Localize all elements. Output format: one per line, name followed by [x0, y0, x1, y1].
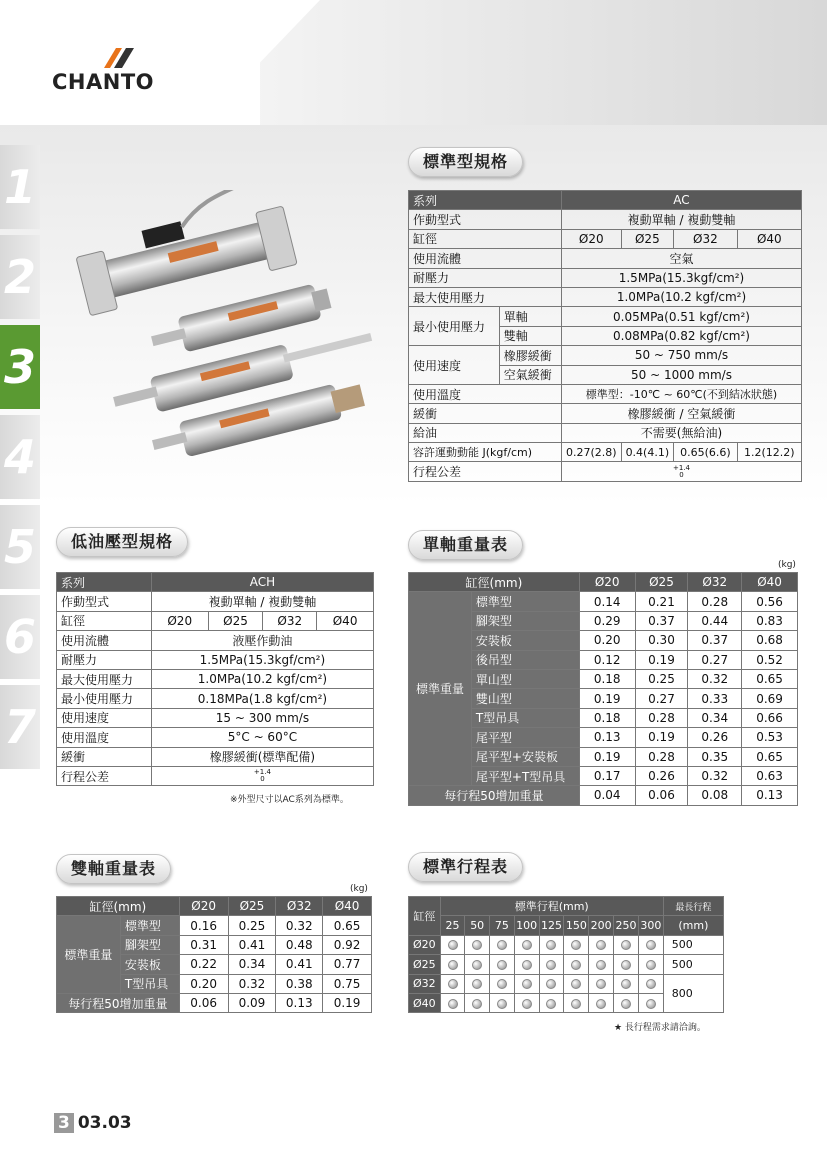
- stroke-value: 200: [589, 916, 614, 935]
- row-name: 安裝板: [120, 955, 179, 974]
- tolerance-value: [151, 766, 373, 785]
- bore-cell: Ø20: [561, 229, 621, 248]
- row-value: 50 ~ 750 mm/s: [561, 346, 801, 365]
- header-cell: Ø40: [323, 897, 372, 916]
- header-cell: 缸徑(mm): [409, 573, 580, 592]
- header-cell: Ø40: [742, 573, 798, 592]
- cell: 0.37: [635, 611, 688, 630]
- row-label: 緩衝: [409, 404, 562, 423]
- available-dot-icon: [522, 979, 532, 989]
- cell: 0.32: [688, 669, 742, 688]
- bore-label: Ø25: [409, 955, 441, 974]
- available-dot-icon: [646, 940, 656, 950]
- stroke-value: 250: [614, 916, 639, 935]
- row-name: 單山型: [471, 669, 579, 688]
- chapter-number: 3: [54, 1113, 74, 1133]
- cell: 0.63: [742, 766, 798, 785]
- row-value: 0.05MPa(0.51 kgf/cm²): [561, 307, 801, 326]
- table-row: [409, 974, 724, 993]
- group-label: 標準重量: [409, 592, 472, 786]
- cell: 0.17: [579, 766, 635, 785]
- row-label: 行程公差: [409, 462, 562, 481]
- row-label: 使用流體: [57, 631, 152, 650]
- header-cell: Ø25: [228, 897, 276, 916]
- max-stroke: 500: [663, 935, 723, 954]
- chapter-tab-5[interactable]: 5: [0, 505, 40, 589]
- max-stroke: 500: [663, 955, 723, 974]
- tol-upper: +1.4: [253, 768, 271, 777]
- row-name: 腳架型: [471, 611, 579, 630]
- cell: 0.26: [635, 766, 688, 785]
- single-weight-title: 單軸重量表: [408, 530, 523, 560]
- row-value: 複動單軸 / 複動雙軸: [151, 592, 373, 611]
- row-name: 每行程50增加重量: [409, 786, 580, 805]
- cell: 0.34: [228, 955, 276, 974]
- bore-cell: Ø40: [737, 229, 801, 248]
- cell: 0.04: [579, 786, 635, 805]
- stroke-value: 300: [638, 916, 663, 935]
- available-dot-icon: [448, 999, 458, 1009]
- chapter-tab-2[interactable]: 2: [0, 235, 40, 319]
- page-code: 03.03: [77, 1113, 132, 1133]
- bore-cell: Ø40: [317, 611, 374, 630]
- row-label: 作動型式: [57, 592, 152, 611]
- row-name: 標準型: [120, 916, 179, 935]
- cell: 0.35: [688, 747, 742, 766]
- cell: 0.56: [742, 592, 798, 611]
- row-value: 橡膠緩衝(標準配備): [151, 747, 373, 766]
- row-name: 雙山型: [471, 689, 579, 708]
- bore-cell: Ø20: [151, 611, 208, 630]
- available-dot-icon: [646, 999, 656, 1009]
- cell: 0.44: [688, 611, 742, 630]
- available-dot-icon: [571, 999, 581, 1009]
- header-cell: Ø20: [179, 897, 228, 916]
- header-cell: 缸徑(mm): [57, 897, 180, 916]
- max-header: 最長行程: [663, 897, 723, 916]
- cell: 0.92: [323, 935, 372, 954]
- row-label: 最小使用壓力: [409, 307, 500, 346]
- available-dot-icon: [621, 999, 631, 1009]
- sub-label: 橡膠緩衝: [499, 346, 561, 365]
- header-cell: Ø32: [688, 573, 742, 592]
- double-weight-unit: (kg): [350, 884, 368, 894]
- chapter-tab-3[interactable]: 3: [0, 325, 40, 409]
- available-dot-icon: [522, 960, 532, 970]
- row-value: 0.08MPa(0.82 kgf/cm²): [561, 326, 801, 345]
- max-stroke: 800: [663, 974, 723, 1013]
- row-value: 不需要(無給油): [561, 423, 801, 442]
- available-dot-icon: [448, 979, 458, 989]
- row-label: 容許運動動能 J(kgf/cm): [409, 443, 562, 462]
- available-dot-icon: [497, 940, 507, 950]
- standard-spec-title: 標準型規格: [408, 147, 523, 177]
- table-row: [409, 935, 724, 954]
- row-label: 緩衝: [57, 747, 152, 766]
- row-label: 耐壓力: [57, 650, 152, 669]
- cell: 0.09: [228, 993, 276, 1012]
- cell: 0.66: [742, 708, 798, 727]
- row-label: 使用流體: [409, 249, 562, 268]
- available-dot-icon: [472, 979, 482, 989]
- cell: 0.12: [579, 650, 635, 669]
- cell: 0.19: [323, 993, 372, 1012]
- energy-cell: 0.65(6.6): [674, 443, 737, 462]
- row-name: 每行程50增加重量: [57, 993, 180, 1012]
- energy-cell: 1.2(12.2): [737, 443, 801, 462]
- chapter-tab-1[interactable]: 1: [0, 145, 40, 229]
- stroke-value: 25: [440, 916, 465, 935]
- bore-cell: Ø25: [208, 611, 263, 630]
- single-weight-body: [409, 592, 798, 805]
- bore-label: Ø32: [409, 974, 441, 993]
- cell: 0.34: [688, 708, 742, 727]
- cell: 0.20: [179, 974, 228, 993]
- available-dot-icon: [646, 979, 656, 989]
- cell: 0.31: [179, 935, 228, 954]
- row-value: 15 ~ 300 mm/s: [151, 708, 373, 727]
- cell: 0.20: [579, 631, 635, 650]
- row-value: 1.0MPa(10.2 kgf/cm²): [151, 669, 373, 688]
- stroke-value: 100: [514, 916, 539, 935]
- cell: 0.75: [323, 974, 372, 993]
- available-dot-icon: [472, 940, 482, 950]
- header-cell: 系列: [57, 573, 152, 592]
- available-dot-icon: [546, 940, 556, 950]
- row-label: 缸徑: [57, 611, 152, 630]
- table-row: [57, 993, 372, 1012]
- available-dot-icon: [472, 999, 482, 1009]
- stroke-value: 150: [564, 916, 589, 935]
- available-dot-icon: [546, 979, 556, 989]
- cell: 0.18: [579, 708, 635, 727]
- row-value: 複動單軸 / 複動雙軸: [561, 210, 801, 229]
- header-cell: Ø20: [579, 573, 635, 592]
- energy-cell: 0.27(2.8): [561, 443, 621, 462]
- cell: 0.30: [635, 631, 688, 650]
- available-dot-icon: [571, 960, 581, 970]
- available-dot-icon: [596, 999, 606, 1009]
- row-name: 後吊型: [471, 650, 579, 669]
- row-name: 尾平型: [471, 728, 579, 747]
- available-dot-icon: [571, 940, 581, 950]
- row-label: 最大使用壓力: [409, 287, 562, 306]
- table-row: [409, 955, 724, 974]
- cell: 0.48: [276, 935, 323, 954]
- cell: 0.69: [742, 689, 798, 708]
- cell: 0.32: [276, 916, 323, 935]
- sub-label: 雙軸: [499, 326, 561, 345]
- energy-cell: 0.4(4.1): [621, 443, 674, 462]
- row-name: 腳架型: [120, 935, 179, 954]
- available-dot-icon: [646, 960, 656, 970]
- bore-cell: Ø25: [621, 229, 674, 248]
- tol-lower: 0: [260, 775, 265, 784]
- cell: 0.28: [635, 708, 688, 727]
- available-dot-icon: [448, 960, 458, 970]
- row-value: 0.18MPa(1.8 kgf/cm²): [151, 689, 373, 708]
- cell: 0.68: [742, 631, 798, 650]
- stroke-table: [408, 896, 724, 1013]
- row-label: 行程公差: [57, 766, 152, 785]
- group-label: 標準重量: [57, 916, 121, 994]
- cell: 0.25: [228, 916, 276, 935]
- low-oil-spec-title: 低油壓型規格: [56, 527, 188, 557]
- cell: 0.28: [635, 747, 688, 766]
- cell: 0.19: [579, 747, 635, 766]
- cylinder-product-photo: [70, 190, 400, 460]
- table-row: [57, 916, 372, 935]
- available-dot-icon: [497, 979, 507, 989]
- cell: 0.27: [635, 689, 688, 708]
- row-value: 標準型：-10℃ ~ 60℃(不到結冰狀態): [561, 384, 801, 403]
- stroke-value: 50: [465, 916, 490, 935]
- cell: 0.41: [276, 955, 323, 974]
- cell: 0.32: [688, 766, 742, 785]
- cell: 0.26: [688, 728, 742, 747]
- cell: 0.65: [323, 916, 372, 935]
- row-value: 5°C ~ 60°C: [151, 728, 373, 747]
- available-dot-icon: [522, 940, 532, 950]
- cell: 0.32: [228, 974, 276, 993]
- double-weight-table: [56, 896, 372, 1013]
- row-label: 耐壓力: [409, 268, 562, 287]
- available-dot-icon: [546, 999, 556, 1009]
- bore-cell: Ø32: [263, 611, 317, 630]
- row-value: 液壓作動油: [151, 631, 373, 650]
- available-dot-icon: [497, 960, 507, 970]
- cell: 0.22: [179, 955, 228, 974]
- row-name: 尾平型+安裝板: [471, 747, 579, 766]
- available-dot-icon: [621, 940, 631, 950]
- row-name: T型吊具: [120, 974, 179, 993]
- row-label: 最大使用壓力: [57, 669, 152, 688]
- cell: 0.06: [179, 993, 228, 1012]
- chapter-tab-7[interactable]: 7: [0, 685, 40, 769]
- brand-name: CHANTO: [52, 70, 154, 94]
- cell: 0.13: [276, 993, 323, 1012]
- available-dot-icon: [546, 960, 556, 970]
- bore-label: Ø20: [409, 935, 441, 954]
- row-label: 使用溫度: [57, 728, 152, 747]
- stroke-table-title: 標準行程表: [408, 852, 523, 882]
- single-weight-table: [408, 572, 798, 806]
- cell: 0.52: [742, 650, 798, 669]
- cell: 0.27: [688, 650, 742, 669]
- row-value: 橡膠緩衝 / 空氣緩衝: [561, 404, 801, 423]
- row-name: T型吊具: [471, 708, 579, 727]
- bore-cell: Ø32: [674, 229, 737, 248]
- row-name: 標準型: [471, 592, 579, 611]
- row-value: 1.5MPa(15.3kgf/cm²): [151, 650, 373, 669]
- cell: 0.19: [635, 728, 688, 747]
- cell: 0.83: [742, 611, 798, 630]
- stroke-value: 75: [490, 916, 515, 935]
- bore-label: Ø40: [409, 993, 441, 1012]
- available-dot-icon: [497, 999, 507, 1009]
- stroke-note: ★ 長行程需求請洽詢。: [614, 1023, 706, 1033]
- available-dot-icon: [522, 999, 532, 1009]
- cell: 0.29: [579, 611, 635, 630]
- cell: 0.53: [742, 728, 798, 747]
- tolerance-value: [561, 462, 801, 481]
- chapter-tab-6[interactable]: 6: [0, 595, 40, 679]
- cell: 0.13: [742, 786, 798, 805]
- single-weight-unit: (kg): [778, 560, 796, 570]
- available-dot-icon: [621, 960, 631, 970]
- header-cell: ACH: [151, 573, 373, 592]
- stroke-header: 標準行程(mm): [440, 897, 663, 916]
- table-row: [409, 786, 798, 805]
- row-name: 尾平型+T型吊具: [471, 766, 579, 785]
- row-label: 使用速度: [57, 708, 152, 727]
- cell: 0.77: [323, 955, 372, 974]
- max-unit: (mm): [663, 916, 723, 935]
- double-weight-title: 雙軸重量表: [56, 854, 171, 884]
- cell: 0.14: [579, 592, 635, 611]
- available-dot-icon: [472, 960, 482, 970]
- row-label: 最小使用壓力: [57, 689, 152, 708]
- table-row: [409, 592, 798, 611]
- logo-mark-icon: [96, 44, 136, 70]
- header-cell: Ø25: [635, 573, 688, 592]
- cell: 0.13: [579, 728, 635, 747]
- cell: 0.19: [579, 689, 635, 708]
- cell: 0.18: [579, 669, 635, 688]
- available-dot-icon: [596, 940, 606, 950]
- row-value: 50 ~ 1000 mm/s: [561, 365, 801, 384]
- row-label: 作動型式: [409, 210, 562, 229]
- sub-label: 單軸: [499, 307, 561, 326]
- low-oil-note: ※外型尺寸以AC系列為標準。: [230, 795, 349, 805]
- header-cell: AC: [561, 191, 801, 210]
- cell: 0.41: [228, 935, 276, 954]
- cell: 0.16: [179, 916, 228, 935]
- cell: 0.38: [276, 974, 323, 993]
- row-label: 缸徑: [409, 229, 562, 248]
- available-dot-icon: [596, 960, 606, 970]
- header-cell: Ø32: [276, 897, 323, 916]
- row-value: 空氣: [561, 249, 801, 268]
- row-value: 1.0MPa(10.2 kgf/cm²): [561, 287, 801, 306]
- cell: 0.25: [635, 669, 688, 688]
- stroke-value: 125: [539, 916, 564, 935]
- low-oil-spec-table: [56, 572, 374, 786]
- cell: 0.19: [635, 650, 688, 669]
- page-number: [54, 1113, 132, 1133]
- available-dot-icon: [621, 979, 631, 989]
- cell: 0.65: [742, 747, 798, 766]
- available-dot-icon: [596, 979, 606, 989]
- cell: 0.06: [635, 786, 688, 805]
- cell: 0.08: [688, 786, 742, 805]
- standard-spec-table: [408, 190, 802, 482]
- cell: 0.37: [688, 631, 742, 650]
- row-label: 使用速度: [409, 346, 500, 385]
- available-dot-icon: [571, 979, 581, 989]
- row-label: 使用溫度: [409, 384, 562, 403]
- header-cell: 系列: [409, 191, 562, 210]
- cell: 0.33: [688, 689, 742, 708]
- cell: 0.65: [742, 669, 798, 688]
- tol-upper: +1.4: [672, 463, 690, 472]
- row-label: 給油: [409, 423, 562, 442]
- brand-logo: [52, 44, 182, 104]
- chapter-tab-4[interactable]: 4: [0, 415, 40, 499]
- bore-header: 缸徑: [409, 897, 441, 936]
- header-diagonal: [200, 0, 320, 125]
- row-name: 安裝板: [471, 631, 579, 650]
- sub-label: 空氣緩衝: [499, 365, 561, 384]
- cell: 0.28: [688, 592, 742, 611]
- available-dot-icon: [448, 940, 458, 950]
- tol-lower: 0: [679, 470, 684, 479]
- row-value: 1.5MPa(15.3kgf/cm²): [561, 268, 801, 287]
- cell: 0.21: [635, 592, 688, 611]
